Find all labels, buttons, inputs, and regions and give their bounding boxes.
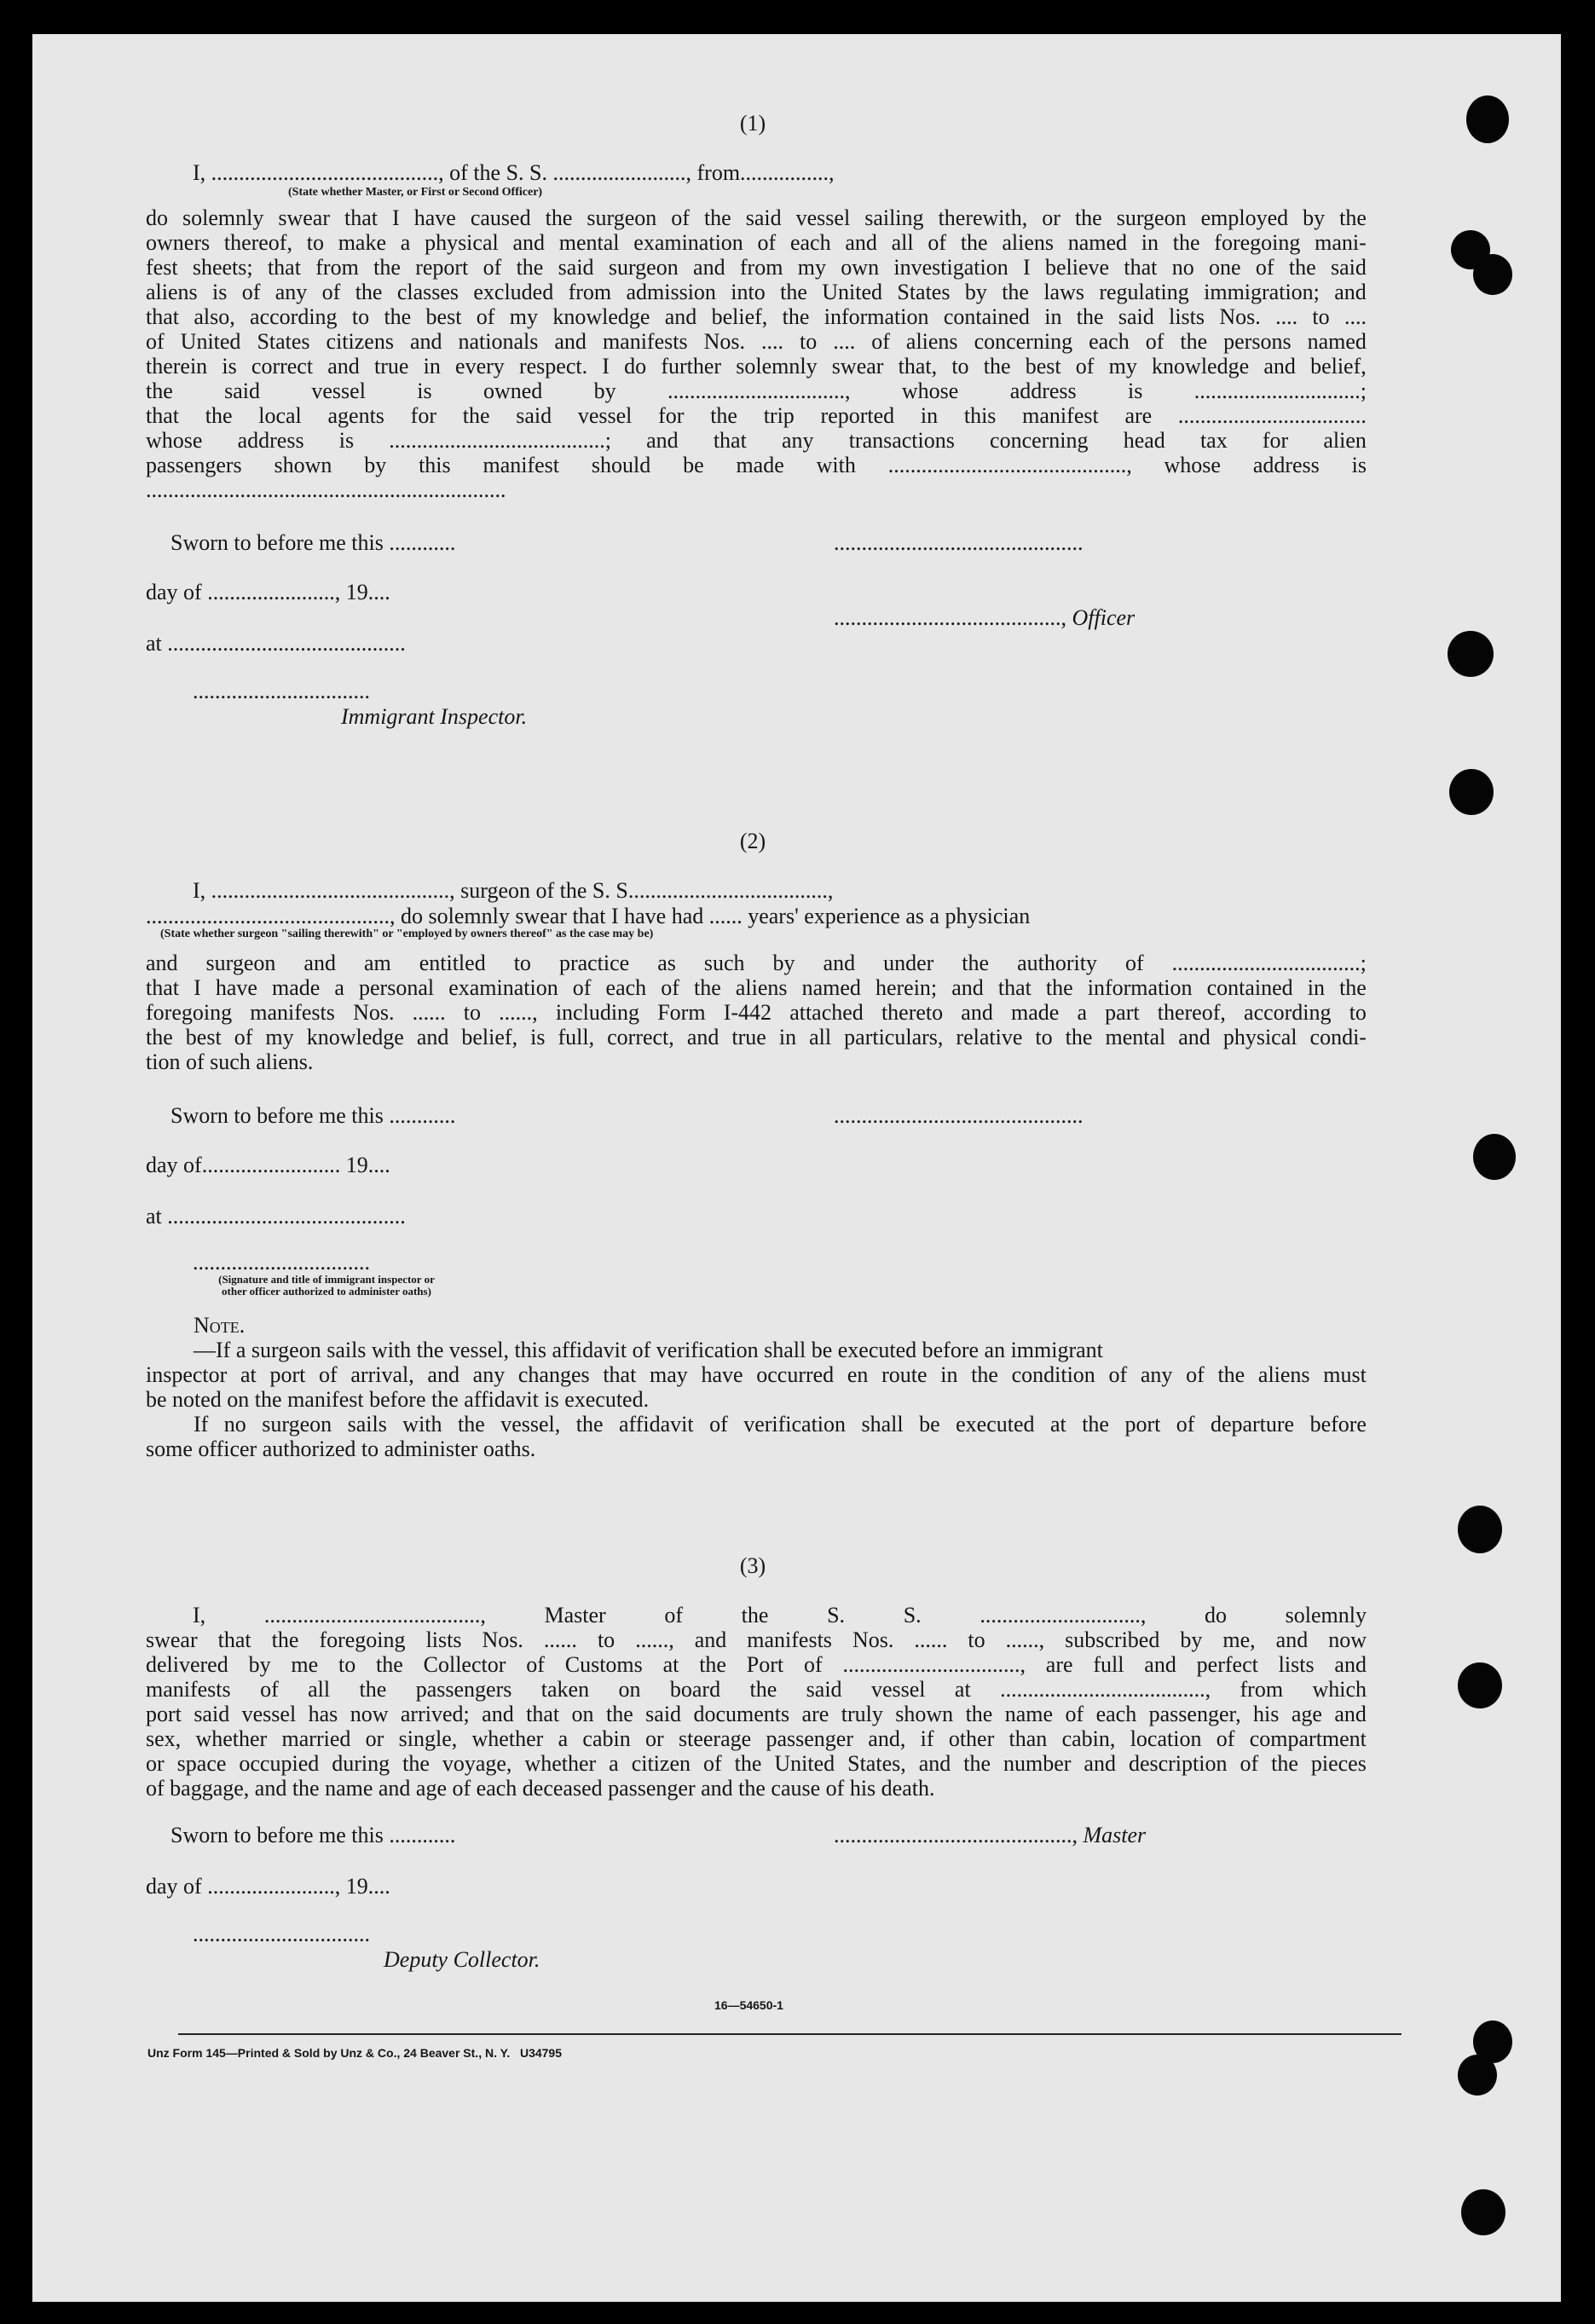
footer-rule <box>178 2033 1401 2035</box>
section-3-line: of baggage, and the name and age of each deceased passenger and the cause of his death. <box>146 1776 935 1801</box>
officer-signature-line <box>834 605 1135 630</box>
day-line-1: day of ......................., 19.... <box>146 580 390 604</box>
note-paragraph <box>146 1313 1367 1461</box>
punch-hole-icon <box>1458 1662 1502 1708</box>
right-signature-dots-2: ............................................. <box>834 1103 1084 1128</box>
collector-signature-dots: ................................ <box>193 1922 370 1946</box>
section-1-line: that the local agents for the said vessel for the trip reported in this manifest are .................................. <box>146 403 1367 428</box>
note-line: inspector at port of arrival, and any changes that may have occurred en route in the condition of any of the aliens must <box>146 1362 1367 1387</box>
section-1-number: (1) <box>739 111 766 136</box>
section-3-line: port said vessel has now arrived; and that on the said documents are truly shown the name of each passenger, his age and <box>146 1702 1367 1726</box>
punch-hole-icon <box>1473 1134 1516 1180</box>
section-2-line: that I have made a personal examination of each of the aliens named herein; and that the information contained in the <box>146 975 1367 1000</box>
punch-hole-icon <box>1448 631 1494 677</box>
punch-hole-icon <box>1458 2055 1497 2096</box>
inspector-signature-dots: ................................ <box>193 679 370 703</box>
section-3-line: swear that the foregoing lists Nos. ...... to ......, and manifests Nos. ...... to ......, subscribed by me, and now <box>146 1627 1367 1652</box>
sworn-line-1: Sworn to before me this ............ <box>170 530 456 555</box>
witness-signature-dots: ................................ <box>193 1250 370 1275</box>
master-label: Master <box>1083 1823 1147 1847</box>
printer-line: Unz Form 145—Printed & Sold by Unz & Co., 24 Beaver St., N. Y. U34795 <box>147 2046 562 2060</box>
section-3-line: or space occupied during the voyage, whether a citizen of the United States, and the number and description of the pieces <box>146 1751 1367 1776</box>
officer-label: Officer <box>1072 605 1136 630</box>
section-2-line: and surgeon and am entitled to practice as such by and under the authority of ..................................; <box>146 951 1367 975</box>
section-1-line: passengers shown by this manifest should be made with ..........................................., whose address is <box>146 453 1367 477</box>
master-dots: ..........................................., <box>834 1823 1084 1847</box>
form-number: 16—54650-1 <box>714 1998 783 2012</box>
at-line-2: at ........................................... <box>146 1204 406 1228</box>
section-2-line: the best of my knowledge and belief, is full, correct, and true in all particulars, relative to the mental and physical condi- <box>146 1025 1367 1049</box>
section-3-line: manifests of all the passengers taken on board the said vessel at ....................................., from which <box>146 1677 1367 1702</box>
section-2-second-line: ............................................, do solemnly swear that I have had ...... years' experience as a physician <box>146 904 1031 928</box>
note-text: —If a surgeon sails with the vessel, this affidavit of verification shall be executed before an immigrant <box>194 1338 1103 1362</box>
day-line-3: day of ......................., 19.... <box>146 1874 390 1899</box>
immigrant-inspector-label: Immigrant Inspector. <box>341 704 528 729</box>
punch-hole-icon <box>1461 2189 1505 2235</box>
section-2-line: foregoing manifests Nos. ...... to ......, including Form I-442 attached thereto and made a part thereof, according to <box>146 1000 1367 1025</box>
section-1-line: of United States citizens and nationals and manifests Nos. .... to .... of aliens concerning each of the persons named <box>146 329 1367 354</box>
section-3-line: I, ......................................., Master of the S. S. ............................., do solemnly <box>193 1603 1367 1627</box>
officer-dots: ........................................., <box>834 605 1072 630</box>
note2-line: some officer authorized to administer oaths. <box>146 1437 536 1461</box>
form-page <box>32 34 1561 2302</box>
section-1-body <box>146 205 1367 502</box>
section-2-body <box>146 951 1367 1074</box>
section-1-first-line: I, ........................................., of the S. S. ........................, from................, <box>193 160 835 185</box>
section-1-line: owners thereof, to make a physical and mental examination of each and all of the aliens named in the foregoing mani- <box>146 230 1367 255</box>
section-1-line: ................................................................. <box>146 477 506 502</box>
punch-hole-icon <box>1458 1506 1502 1553</box>
punch-hole-icon <box>1473 254 1512 295</box>
note-line: be noted on the manifest before the affidavit is executed. <box>146 1387 650 1412</box>
section-3-line: delivered by me to the Collector of Customs at the Port of ................................, are full and perfect lists and <box>146 1652 1367 1677</box>
sworn-line-2: Sworn to before me this ............ <box>170 1103 456 1128</box>
section-2-first-line: I, ..........................................., surgeon of the S. S...................................., <box>193 878 834 903</box>
section-1-line: whose address is .......................................; and that any transactions concerning head tax for alien <box>146 428 1367 453</box>
section-2-number: (2) <box>739 829 766 853</box>
witness-signature-hint: (Signature and title of immigrant inspector or other officer authorized to administer oaths) <box>218 1273 435 1298</box>
section-1-line: aliens is of any of the classes excluded from admission into the United States by the laws regulating immigration; and <box>146 280 1367 304</box>
day-line-2: day of......................... 19.... <box>146 1153 390 1177</box>
section-1-line: therein is correct and true in every respect. I do further solemnly swear that, to the best of my knowledge and belief, <box>146 354 1367 379</box>
section-1-line: that also, according to the best of my knowledge and belief, the information contained in the said lists Nos. .... to .... <box>146 304 1367 329</box>
note2-line: If no surgeon sails with the vessel, the affidavit of verification shall be executed at the port of departure before <box>194 1412 1367 1437</box>
section-1-line: fest sheets; that from the report of the said surgeon and from my own investigation I believe that no one of the said <box>146 255 1367 280</box>
section-3-number: (3) <box>739 1553 766 1578</box>
at-line-1: at ........................................... <box>146 631 406 656</box>
officer-hint: (State whether Master, or First or Second Officer) <box>288 186 543 199</box>
deputy-collector-label: Deputy Collector. <box>384 1947 540 1972</box>
sworn-line-3: Sworn to before me this ............ <box>170 1823 456 1847</box>
section-1-line: the said vessel is owned by ................................, whose address is ..............................; <box>146 379 1367 403</box>
master-signature-line <box>834 1823 1146 1847</box>
section-2-line: tion of such aliens. <box>146 1049 314 1074</box>
section-3-body <box>146 1603 1367 1801</box>
section-3-line: sex, whether married or single, whether a cabin or steerage passenger and, if other than cabin, location of compartment <box>146 1726 1367 1751</box>
punch-hole-icon <box>1449 769 1494 815</box>
surgeon-hint: (State whether surgeon "sailing therewith" or "employed by owners thereof" as the case may be) <box>160 928 654 940</box>
punch-hole-icon <box>1466 95 1509 143</box>
note-line <box>146 1313 1367 1362</box>
section-1-line: do solemnly swear that I have caused the surgeon of the said vessel sailing therewith, or the surgeon employed by the <box>146 205 1367 230</box>
note-label: Note. <box>194 1313 246 1338</box>
right-signature-dots-1: ............................................. <box>834 530 1084 555</box>
